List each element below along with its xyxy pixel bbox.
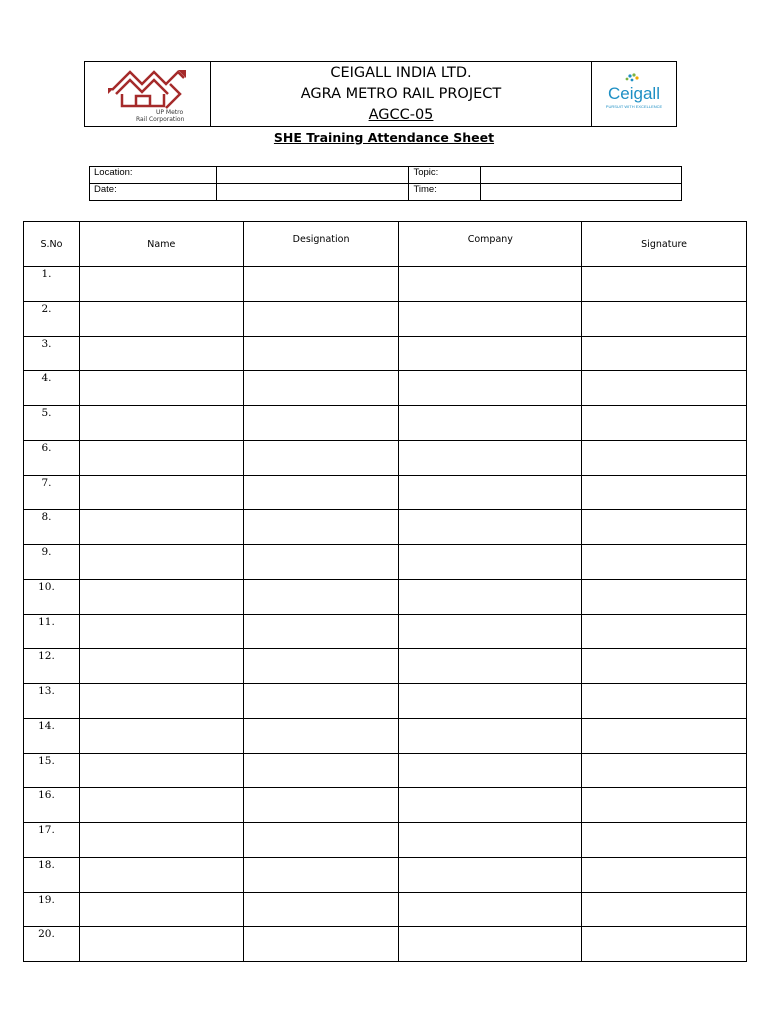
ceigall-dots-icon: [626, 73, 639, 81]
col-signature: Signature: [582, 222, 747, 267]
row-company-cell[interactable]: [399, 371, 582, 406]
row-signature-cell[interactable]: [582, 579, 747, 614]
table-row: [24, 475, 747, 510]
row-designation-cell[interactable]: [243, 301, 399, 336]
row-designation-cell[interactable]: [243, 649, 399, 684]
row-sno: 1.: [24, 267, 80, 302]
row-designation-cell[interactable]: [243, 579, 399, 614]
time-label: Time:: [409, 184, 481, 201]
table-row: [24, 649, 747, 684]
row-sno: 12.: [24, 649, 80, 684]
date-field[interactable]: [216, 184, 409, 201]
row-company-cell[interactable]: [399, 718, 582, 753]
row-sno: 8.: [24, 510, 80, 545]
row-name-cell[interactable]: [79, 371, 243, 406]
location-field[interactable]: [216, 167, 409, 184]
row-designation-cell[interactable]: [243, 823, 399, 858]
row-name-cell[interactable]: [79, 823, 243, 858]
table-row: [24, 406, 747, 441]
row-name-cell[interactable]: [79, 927, 243, 962]
row-name-cell[interactable]: [79, 267, 243, 302]
row-name-cell[interactable]: [79, 406, 243, 441]
topic-field[interactable]: [481, 167, 682, 184]
row-company-cell[interactable]: [399, 579, 582, 614]
row-company-cell[interactable]: [399, 440, 582, 475]
date-label: Date:: [90, 184, 217, 201]
uppmrc-logo: [85, 62, 211, 126]
row-signature-cell[interactable]: [582, 336, 747, 371]
row-designation-cell[interactable]: [243, 788, 399, 823]
row-sno: 15.: [24, 753, 80, 788]
row-name-cell[interactable]: [79, 753, 243, 788]
header-title-block: [211, 62, 592, 126]
row-signature-cell[interactable]: [582, 614, 747, 649]
row-sno: 14.: [24, 718, 80, 753]
attendance-table: [23, 221, 747, 962]
row-company-cell[interactable]: [399, 684, 582, 719]
row-signature-cell[interactable]: [582, 684, 747, 719]
ceigall-logo-tagline: PURSUIT WITH EXCELLENCE: [605, 104, 663, 109]
col-company: Company: [399, 222, 582, 267]
row-signature-cell[interactable]: [582, 788, 747, 823]
document-code: AGCC-05: [368, 106, 434, 123]
row-designation-cell[interactable]: [243, 892, 399, 927]
table-row: [24, 510, 747, 545]
row-company-cell[interactable]: [399, 649, 582, 684]
row-designation-cell[interactable]: [243, 336, 399, 371]
row-sno: 4.: [24, 371, 80, 406]
row-signature-cell[interactable]: [582, 267, 747, 302]
row-name-cell[interactable]: [79, 440, 243, 475]
topic-label: Topic:: [409, 167, 481, 184]
location-label: Location:: [90, 167, 217, 184]
row-company-cell[interactable]: [399, 614, 582, 649]
col-sno: S.No: [24, 222, 80, 267]
table-row: [24, 718, 747, 753]
table-row: [24, 579, 747, 614]
row-designation-cell[interactable]: [243, 475, 399, 510]
row-signature-cell[interactable]: [582, 823, 747, 858]
time-field[interactable]: [481, 184, 682, 201]
ceigall-logo-name: Ceigall: [608, 84, 660, 103]
row-signature-cell[interactable]: [582, 371, 747, 406]
row-company-cell[interactable]: [399, 927, 582, 962]
row-sno: 18.: [24, 857, 80, 892]
row-company-cell[interactable]: [399, 892, 582, 927]
uppmrc-logo-text-2: Rail Corporation: [135, 116, 184, 123]
row-signature-cell[interactable]: [582, 892, 747, 927]
row-company-cell[interactable]: [399, 510, 582, 545]
row-name-cell[interactable]: [79, 614, 243, 649]
row-designation-cell[interactable]: [243, 718, 399, 753]
table-row: [24, 753, 747, 788]
table-row: [24, 267, 747, 302]
table-row: [24, 336, 747, 371]
row-sno: 11.: [24, 614, 80, 649]
row-designation-cell[interactable]: [243, 406, 399, 441]
row-name-cell[interactable]: [79, 336, 243, 371]
uppmrc-logo-text-1: UP Metro: [155, 109, 183, 116]
row-name-cell[interactable]: [79, 510, 243, 545]
row-company-cell[interactable]: [399, 753, 582, 788]
row-signature-cell[interactable]: [582, 753, 747, 788]
row-designation-cell[interactable]: [243, 440, 399, 475]
row-signature-cell[interactable]: [582, 545, 747, 580]
row-sno: 10.: [24, 579, 80, 614]
row-company-cell[interactable]: [399, 545, 582, 580]
row-company-cell[interactable]: [399, 788, 582, 823]
row-designation-cell[interactable]: [243, 510, 399, 545]
table-row: [24, 371, 747, 406]
col-name: Name: [79, 222, 243, 267]
row-company-cell[interactable]: [399, 267, 582, 302]
row-designation-cell[interactable]: [243, 371, 399, 406]
row-company-cell[interactable]: [399, 475, 582, 510]
company-name: CEIGALL INDIA LTD.: [330, 64, 472, 81]
row-signature-cell[interactable]: [582, 857, 747, 892]
table-row: [24, 545, 747, 580]
ceigall-logo: [592, 62, 676, 126]
table-row: [24, 684, 747, 719]
row-sno: 7.: [24, 475, 80, 510]
row-sno: 17.: [24, 823, 80, 858]
row-name-cell[interactable]: [79, 788, 243, 823]
row-name-cell[interactable]: [79, 892, 243, 927]
row-designation-cell[interactable]: [243, 753, 399, 788]
row-signature-cell[interactable]: [582, 718, 747, 753]
row-signature-cell[interactable]: [582, 649, 747, 684]
row-signature-cell[interactable]: [582, 440, 747, 475]
table-row: [24, 614, 747, 649]
row-sno: 16.: [24, 788, 80, 823]
sheet-title: SHE Training Attendance Sheet: [273, 130, 495, 145]
table-row: [24, 440, 747, 475]
row-company-cell[interactable]: [399, 336, 582, 371]
table-row: [24, 927, 747, 962]
row-name-cell[interactable]: [79, 649, 243, 684]
row-sno: 13.: [24, 684, 80, 719]
row-designation-cell[interactable]: [243, 684, 399, 719]
row-name-cell[interactable]: [79, 684, 243, 719]
table-row: [24, 892, 747, 927]
row-name-cell[interactable]: [79, 857, 243, 892]
row-name-cell[interactable]: [79, 475, 243, 510]
row-sno: 5.: [24, 406, 80, 441]
row-sno: 9.: [24, 545, 80, 580]
row-sno: 6.: [24, 440, 80, 475]
row-sno: 3.: [24, 336, 80, 371]
meta-table: [89, 166, 682, 201]
row-signature-cell[interactable]: [582, 406, 747, 441]
row-company-cell[interactable]: [399, 406, 582, 441]
document-header: [84, 61, 677, 127]
col-designation: Designation: [243, 222, 399, 267]
row-name-cell[interactable]: [79, 718, 243, 753]
row-signature-cell[interactable]: [582, 510, 747, 545]
row-sno: 20.: [24, 927, 80, 962]
row-name-cell[interactable]: [79, 545, 243, 580]
row-signature-cell[interactable]: [582, 927, 747, 962]
row-designation-cell[interactable]: [243, 857, 399, 892]
row-signature-cell[interactable]: [582, 301, 747, 336]
table-row: [24, 301, 747, 336]
table-row: [24, 857, 747, 892]
row-sno: 2.: [24, 301, 80, 336]
row-name-cell[interactable]: [79, 301, 243, 336]
row-designation-cell[interactable]: [243, 614, 399, 649]
row-designation-cell[interactable]: [243, 267, 399, 302]
project-name: AGRA METRO RAIL PROJECT: [300, 85, 502, 102]
row-company-cell[interactable]: [399, 857, 582, 892]
table-row: [24, 823, 747, 858]
table-header-row: [24, 222, 747, 267]
row-signature-cell[interactable]: [582, 475, 747, 510]
row-sno: 19.: [24, 892, 80, 927]
table-row: [24, 788, 747, 823]
row-name-cell[interactable]: [79, 579, 243, 614]
row-designation-cell[interactable]: [243, 545, 399, 580]
row-designation-cell[interactable]: [243, 927, 399, 962]
row-company-cell[interactable]: [399, 823, 582, 858]
row-company-cell[interactable]: [399, 301, 582, 336]
